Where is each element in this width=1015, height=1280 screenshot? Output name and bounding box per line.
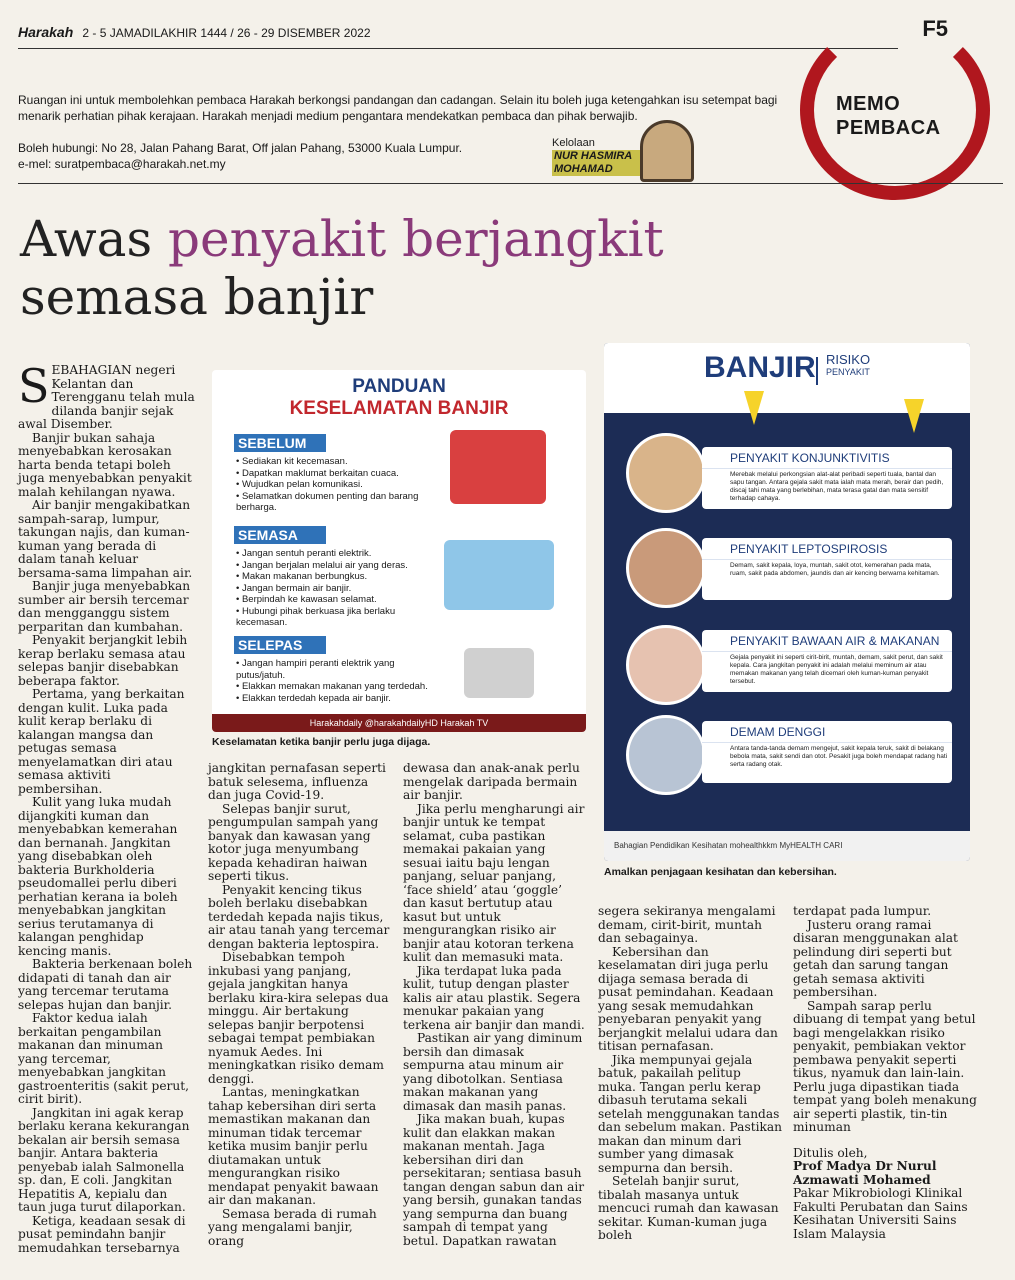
page-number: F5 <box>922 16 948 41</box>
section-intro: Ruangan ini untuk membolehkan pembaca Harakah berkongsi pandangan dan cadangan. Selain itu boleh juga ketengahkan isu setempat bagi menarik perhatian pihak kerajaan. Harakah menjadi medium pengantara mendekatkan pembaca dan pihak berwajib. <box>18 93 778 123</box>
intro-divider <box>18 183 1003 184</box>
paragraph: Bakteria berkenaan boleh didapati di tanah dan air yang tercemar terutama selepas hujan dan banjir. <box>18 957 193 1012</box>
section-after-label: SELEPAS <box>234 636 326 654</box>
header-rule <box>18 48 898 49</box>
paragraph: terdapat pada lumpur. <box>793 904 932 918</box>
flood-disease-risk-infographic <box>604 343 970 861</box>
contact-info <box>18 140 538 172</box>
section-after-list: • Jangan hampiri peranti elektrik yang putus/jatuh. • Elakkan memakan makanan yang terdedah. • Elakkan terdedah kepada air banjir. <box>236 658 428 704</box>
paragraph: Banjir juga menyebabkan sumber air bersih tercemar dan mengganggu sistem perparitan dan kumbahan. <box>18 579 191 634</box>
paragraph: Justeru orang ramai disaran menggunakan alat pelindung diri seperti but getah dan sarung tangan getah semasa aktiviti pembersihan. <box>793 917 958 999</box>
infographic-footer: Harakahdaily @harakahdailyHD Harakah TV <box>212 714 586 732</box>
paragraph: Faktor kedua ialah berkaitan pengambilan makanan dan minuman yang tercemar, menyebabkan jangkitan gastroenteritis (sakit perut, cirit birit). <box>18 1011 189 1106</box>
paragraph: Pertama, yang berkaitan dengan kulit. Luka pada kulit kerap berlaku di kalangan mangsa dan petugas semasa menyelamatkan diri atau semasa aktiviti pembersihan. <box>18 687 185 796</box>
disease-panel-dengue: DEMAM DENGGI Antara tanda-tanda demam mengejut, sakit kepala teruk, sakit di belakang bebola mata, sakit sendi dan otot. Pesakit juga boleh mendapat radang hati serta radang otak. <box>702 721 952 783</box>
first-aid-kit-icon <box>450 430 546 504</box>
issue-date: 2 - 5 JAMADILAKHIR 1444 / 26 - 29 DISEMBER 2022 <box>82 26 371 40</box>
flooded-house-icon <box>444 540 554 610</box>
paragraph: Disebabkan tempoh inkubasi yang panjang, gejala jangkitan hanya berlaku kira-kira selepas dua minggu. Air bertakung selepas banjir berpotensi sebagai tempat pembiakan nyamuk Aedes. Ini meningkatkan risiko demam denggi. <box>208 950 389 1086</box>
mosquito-icon <box>626 715 706 795</box>
paragraph: segera sekiranya mengalami demam, cirit-birit, muntah dan sebagainya. <box>598 904 776 945</box>
article-column-3 <box>403 762 587 1248</box>
infographic-subtitle: RISIKO PENYAKIT <box>826 352 871 377</box>
paragraph: Ketiga, keadaan sesak di pusat pemindahn banjir memudahkan tersebarnya <box>18 1213 186 1255</box>
section-before-label: SEBELUM <box>234 434 326 452</box>
title-divider <box>816 357 818 385</box>
paragraph: Sampah sarap perlu dibuang di tempat yang betul bagi mengelakkan risiko penyakit, pembiakan vektor pembawa penyakit seperti tikus, nyamuk dan lain-lain. Perlu juga dipastikan tiada tempat yang boleh menakung air seperti plastik, tin-tin minuman <box>793 998 977 1134</box>
editor-avatar <box>640 120 694 182</box>
paragraph: Jika terdapat luka pada kulit, tutup dengan plaster kalis air atau plastik. Segera menukar pakaian yang terkena air banjir dan mandi. <box>403 963 585 1032</box>
paragraph: Banjir bukan sahaja menyebabkan kerosakan harta benda tetapi boleh juga menyebabkan penyakit malah kehilangan nyawa. <box>18 430 192 499</box>
editor-name: NUR HASMIRA <box>552 150 642 163</box>
sick-person-icon <box>626 528 706 608</box>
byline: Ditulis oleh, Prof Madya Dr Nurul Azmawati Mohamed Pakar Mikrobiologi Klinikal Fakulti Perubatan dan Sains Kesihatan Universiti Sains Islam Malaysia <box>793 1147 981 1242</box>
paragraph: Kebersihan dan keselamatan diri juga perlu dijaga semasa berada di pusat pemindahan. Keadaan yang sesak memudahkan penyebaran penyakit yang berjangkit melalui udara dan titisan pernafasan. <box>598 944 778 1053</box>
infographic-caption: Keselamatan ketika banjir perlu juga dijaga. <box>212 736 431 748</box>
paragraph: Semasa berada di rumah yang mengalami banjir, orang <box>208 1206 377 1248</box>
newspaper-brand: Harakah <box>18 24 74 40</box>
paragraph: Jangkitan ini agak kerap berlaku kerana kekurangan bekalan air bersih semasa banjir. Antara bakteria penyebab ialah Salmonella sp. dan, E coli. Jangkitan Hepatitis A, kepialu dan taun juga turut dilaporkan. <box>18 1105 190 1214</box>
paragraph: Pastikan air yang diminum bersih dan dimasak sempurna atau minum air yang dibotolkan. Sentiasa makan makanan yang dimasak dan masih panas. <box>403 1031 583 1113</box>
disease-panel-waterborne: PENYAKIT BAWAAN AIR & MAKANAN Gejala penyakit ini seperti cirit-birit, muntah, demam, sakit perut, dan sakit kepala. Cara jangkitan penyakit ini adalah melalui meminum air atau memakan makanan yang telah dicemari oleh kuman-kuman penyakit tersebut. <box>702 630 952 692</box>
power-socket-icon <box>464 648 534 698</box>
section-before-list: • Sediakan kit kecemasan. • Dapatkan maklumat berkaitan cuaca. • Wujudkan pelan komunikasi. • Selamatkan dokumen penting dan barang berharga. <box>236 456 419 513</box>
paragraph: Penyakit berjangkit lebih kerap berlaku semasa atau selepas banjir disebabkan beberapa faktor. <box>18 633 188 688</box>
author-role: Pakar Mikrobiologi Klinikal Fakulti Perubatan dan Sains Kesihatan Universiti Sains Islam Malaysia <box>793 1186 968 1241</box>
infographic-title: PANDUAN KESELAMATAN BANJIR <box>289 376 509 419</box>
disease-panel-leptospirosis: PENYAKIT LEPTOSPIROSIS Demam, sakit kepala, loya, muntah, sakit otot, kemerahan pada mata, ruam, sakit pada abdomen, jaundis dan air kencing berwarna kehitaman. <box>702 538 952 600</box>
article-column-1: SEBAHAGIAN negeri Kelantan dan Terengganu telah mula dilanda banjir sejak awal Disember. Banjir bukan sahaja menyebabkan kerosakan harta benda tetapi boleh juga menyebabkan penyakit malah kehilangan nyawa. Air banjir mengakibatkan sampah-sarap, lumpur, takungan najis, dan kuman-kuman yang berada di dalam tanah keluar bersama-sama limpahan air. Banjir juga menyebabkan sumber air bersih tercemar dan mengganggu sistem perparitan dan kumbahan. Penyakit berjangkit lebih kerap berlaku semasa atau selepas banjir disebabkan beberapa faktor. Pertama, yang berkaitan dengan kulit. Luka pada kulit kerap berlaku di kalangan mangsa dan petugas semasa menyelamatkan diri atau semasa aktiviti pembersihan. Kulit yang luka mudah dijangkiti kuman dan menyebabkan kemerahan dan bernanah. Jangkitan yang disebabkan oleh bakteria Burkholderia pseudomallei perlu diberi perhatian kerana ia boleh menyebabkan jangkitan serius terutamanya di kalangan penghidap kencing manis. Bakteria berkenaan boleh didapati di tanah dan air yang tercemar terutama selepas hujan dan banjir. Faktor kedua ialah berkaitan pengambilan makanan dan minuman yang tercemar, menyebabkan jangkitan gastroenteritis (sakit perut, cirit birit). Jangkitan ini agak kerap berlaku kerana kekurangan bekalan air bersih semasa banjir. Antara bakteria penyebab ialah Salmonella sp. dan, E coli. Jangkitan Hepatitis A, kepialu dan taun juga turut dilaporkan. Ketiga, keadaan sesak di pusat pemindahn banjir memudahkan tersebarnya <box>18 359 195 1255</box>
contact-address: Boleh hubungi: No 28, Jalan Pahang Barat, Off jalan Pahang, 53000 Kuala Lumpur. <box>18 141 463 155</box>
paragraph: Jika perlu mengharungi air banjir untuk ke tempat selamat, cuba pastikan memakai pakaian yang sesuai iaitu baju lengan panjang, seluar panjang, ‘face shield’ atau ‘goggle’ dan kasut bertutup atau kasut but untuk mengurangkan risiko air banjir atau kotoran terkena kulit dan memasuki mata. <box>403 801 585 964</box>
eye-icon <box>626 433 706 513</box>
stomach-ache-icon <box>626 625 706 705</box>
flood-safety-infographic <box>212 370 586 732</box>
paragraph: jangkitan pernafasan seperti batuk selesema, influenza dan juga Covid-19. <box>208 761 386 802</box>
section-during-list: • Jangan sentuh peranti elektrik. • Jangan berjalan melalui air yang deras. • Makan makanan berbungkus. • Jangan bermain air banjir. • Berpindah ke kawasan selamat. • Hubungi pihak berkuasa jika berlaku kecemasan. <box>236 548 408 628</box>
paragraph: Jika makan buah, kupas kulit dan elakkan makan makanan mentah. Jaga kebersihan diri dan persekitaran; sentiasa basuh tangan dengan sabun dan air yang bersih, gunakan tandas yang sempurna dan buang sampah di tempat yang betul. Dapatkan rawatan <box>403 1112 585 1248</box>
infographic-caption: Amalkan penjagaan kesihatan dan kebersihan. <box>604 866 837 878</box>
paragraph: Lantas, meningkatkan tahap kebersihan diri serta memastikan makanan dan minuman tidak tercemar ketika musim banjir perlu diutamakan untuk mengurangkan risiko mendapat penyakit bawaan air dan makanan. <box>208 1085 379 1207</box>
infographic-footer: Bahagian Pendidikan Kesihatan mohealthkkm MyHEALTH CARI <box>604 831 970 861</box>
section-during-label: SEMASA <box>234 526 326 544</box>
paragraph: Setelah banjir surut, tibalah masanya untuk mencuci rumah dan kawasan sekitar. Kuman-kuman juga boleh <box>598 1174 779 1242</box>
section-badge-label: MEMO PEMBACA <box>836 93 941 139</box>
dropcap: S <box>18 359 50 413</box>
article-column-4 <box>598 905 782 1243</box>
editor-credit: Kelolaan NUR HASMIRA MOHAMAD <box>552 137 642 176</box>
paragraph: Jika mempunyai gejala batuk, pakailah pelitup muka. Tangan perlu kerap dibasuh terutama sekali setelah menggunakan tandas dan sebelum makan. Pastikan makan dan minum dari sumber yang dimasak sempurna dan bersih. <box>598 1052 782 1175</box>
article-column-2 <box>208 762 392 1248</box>
paragraph: Kulit yang luka mudah dijangkiti kuman dan menyebabkan kemerahan dan bernanah. Jangkitan yang disebabkan oleh bakteria Burkholderia pseudomallei perlu diberi perhatian kerana ia boleh menyebabkan jangkitan serius terutamanya di kalangan penghidap kencing manis. <box>18 795 178 958</box>
article-column-5 <box>793 905 981 1241</box>
article-headline: Awas penyakit berjangkit semasa banjir <box>20 210 664 326</box>
disease-panel-conjunctivitis: PENYAKIT KONJUNKTIVITIS Merebak melalui perkongsian alat-alat peribadi seperti tuala, bantal dan sapu tangan. Antara gejala sakit mata ialah mata merah, berair dan pedih, discaj tahi mata yang berlebihan, mata terasa gatal dan mata sensitif terhadap cahaya. <box>702 447 952 509</box>
paragraph: dewasa dan anak-anak perlu mengelak daripada bermain air banjir. <box>403 761 580 802</box>
infographic-title: BANJIR <box>704 351 816 384</box>
contact-email: e-mel: suratpembaca@harakah.net.my <box>18 157 226 171</box>
paragraph: Penyakit kencing tikus boleh berlaku disebabkan terdedah kepada najis tikus, air atau tanah yang tercemar dengan bakteria leptospira. <box>208 882 390 951</box>
paragraph: Selepas banjir surut, pengumpulan sampah yang banyak dan kawasan yang kotor juga menyumbang kepada kehadiran haiwan seperti tikus. <box>208 801 379 883</box>
lightning-icon <box>744 391 764 425</box>
paragraph: Air banjir mengakibatkan sampah-sarap, lumpur, takungan najis, dan kuman-kuman yang berada di dalam tanah keluar bersama-sama limpahan air. <box>18 498 193 580</box>
lightning-icon <box>904 399 924 433</box>
author-name: Prof Madya Dr Nurul <box>793 1159 937 1173</box>
